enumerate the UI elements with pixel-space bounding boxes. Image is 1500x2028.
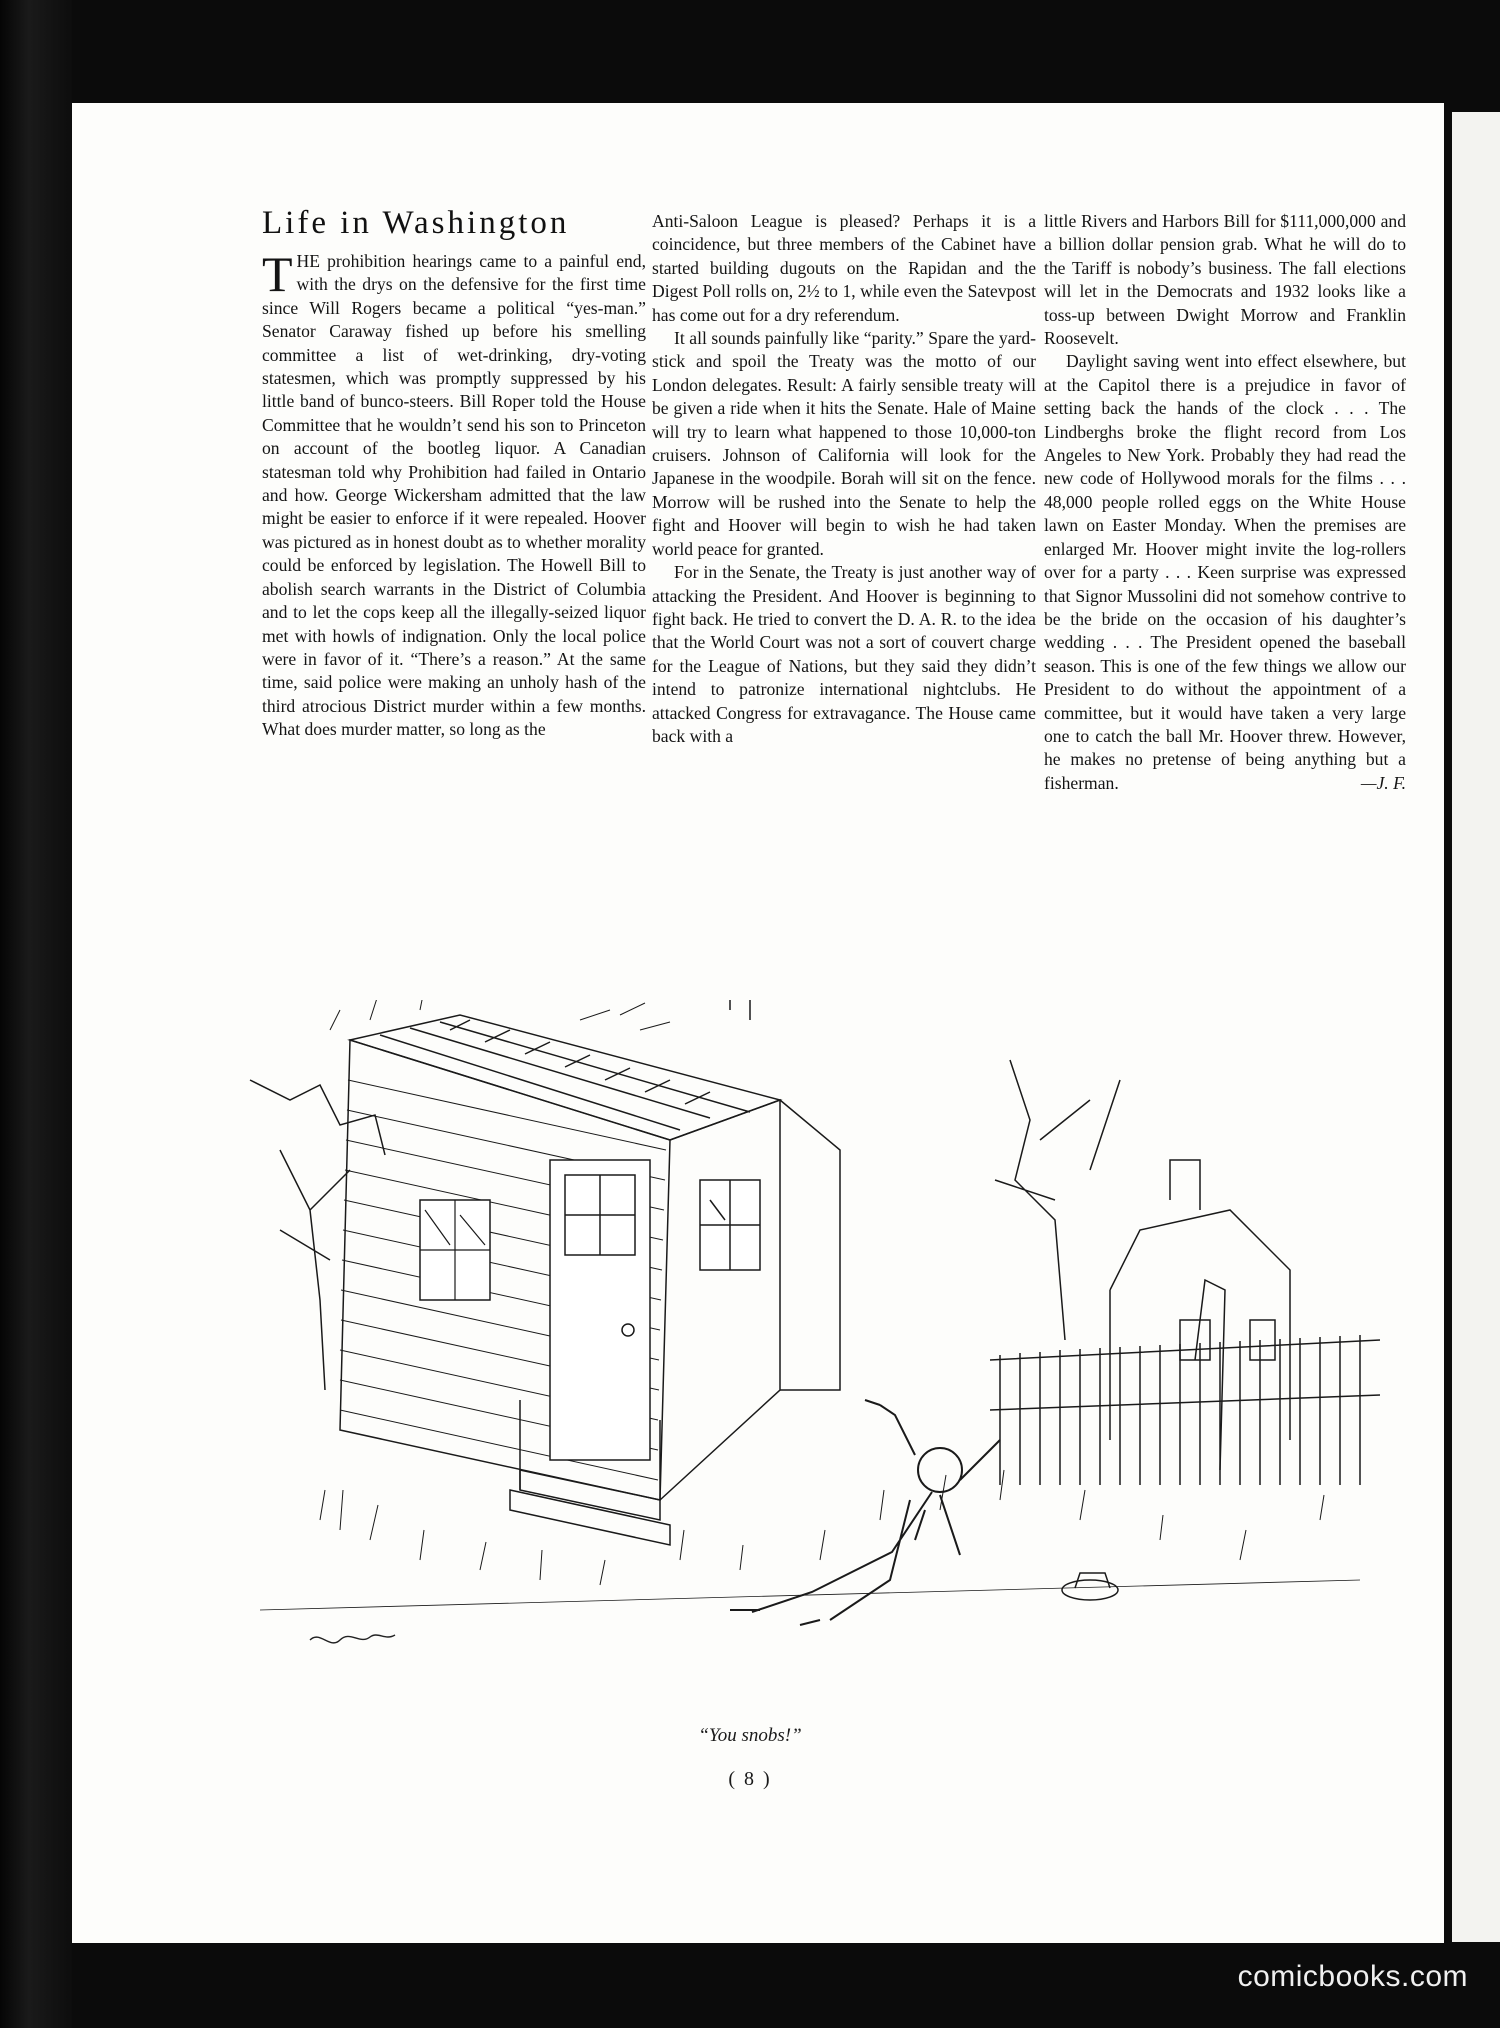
fallen-hat xyxy=(1062,1580,1118,1600)
column3-paragraph-2: Daylight saving went into effect elsewhere, but at the Capitol there is a prejudice in favor of setting back the hands of the clock . . . The Lindberghs broke the flight record from Los Angeles to New York. Probably they had read the new code of Hollywood morals for the films . . . 48,000 people rolled eggs on the White House lawn on Easter Monday. When the premises are enlarged Mr. Hoover might invite the log-rollers over for a party . . . Keen surprise was expressed that Signor Mussolini did not somehow contrive to be the bride on the occasion of his daughter’s wedding . . . The President opened the baseball season. This is one of the few things we allow our President to do without the appointment of a committee, but it would have taken a very large one to catch the ball Mr. Hoover threw. However, he makes no pretense of being anything but a fisherman. xyxy=(1044,351,1406,793)
article-column-2 xyxy=(652,210,1036,980)
cartoon-caption: “You snobs!” xyxy=(698,1725,802,1746)
page-number: ( 8 ) xyxy=(728,1768,772,1790)
drop-cap: T xyxy=(262,246,293,302)
chimney xyxy=(725,1000,755,1020)
article-column-3 xyxy=(1044,210,1406,980)
column2-paragraph-1: Anti-Saloon League is pleased? Perhaps it is a coincidence, but three members of the Cabinet have started building dugouts on the Rapidan and the Digest Poll rolls on, 2½ to 1, while even the Satevpost has come out for a dry referendum. xyxy=(652,211,1036,325)
picket-fence xyxy=(990,1280,1380,1485)
cartoon-illustration xyxy=(220,1000,1390,1700)
author-signature: —J. F. xyxy=(1360,772,1406,793)
porch-steps xyxy=(510,1470,670,1545)
shack-wall-right xyxy=(660,1100,780,1500)
article-column-1 xyxy=(262,246,646,1020)
article-title: Life in Washington xyxy=(262,205,570,241)
column2-paragraph-3: For in the Senate, the Treaty is just another way of attacking the President. And Hoover is beginning to fight back. He tried to convert the D. A. R. to the idea that the World Court was not a sort of couvert charge for the League of Nations, but they said they didn’t intend to patronize international nightclubs. He attacked Congress for extravagance. The House came back with a xyxy=(652,562,1036,746)
shack-roof xyxy=(350,1015,780,1140)
column1-paragraph-1: HE prohibition hearings came to a painful end, with the drys on the defensive for the first time since Will Rogers became a political “yes-man.” Senator Caraway fished up before his smelling committee a list of wet-drinking, dry-voting statesmen, which was promptly suppressed by his little band of bunco-steers. Bill Roper told the House Committee that he wouldn’t send his son to Princeton on account of the bootleg liquor. A Canadian statesman told why Prohibition had failed in Ontario and how. George Wickersham admitted that the law might be easier to enforce if it were repealed. Hoover was pictured as in honest doubt as to whether morality could be enforced by legislation. The Howell Bill to abolish search warrants in the District of Columbia and to let the cops keep all the illegally-seized liquor met with howls of indignation. Only the local police were in favor of it. “There’s a reason.” At the same time, said police were making an unholy hash of the third atrocious District murder within a few months. What does murder matter, so long as the xyxy=(262,251,646,740)
column2-paragraph-2: It all sounds painfully like “parity.” Spare the yard-stick and spoil the Treaty was the motto of our London delegates. Result: A fairly sensible treaty will be given a ride when it hits the Senate. Hale of Maine will try to learn what happened to those 10,000-ton cruisers. Johnson of California will look for the Japanese in the woodpile. Borah will sit on the fence. Morrow will be rushed into the Senate to help the fight and Hoover will begin to wish he had taken world peace for granted. xyxy=(652,328,1036,559)
column3-paragraph-1: little Rivers and Harbors Bill for $111,000,000 and a billion dollar pension grab. What he will do to the Tariff is nobody’s business. The fall elections will let in the Democrats and 1932 looks like a toss-up between Dwight Morrow and Franklin Roosevelt. xyxy=(1044,211,1406,349)
artist-signature xyxy=(310,1635,395,1643)
grass xyxy=(320,1470,1324,1585)
watermark: comicbooks.com xyxy=(1237,1960,1468,1993)
tree-right xyxy=(995,1060,1120,1340)
